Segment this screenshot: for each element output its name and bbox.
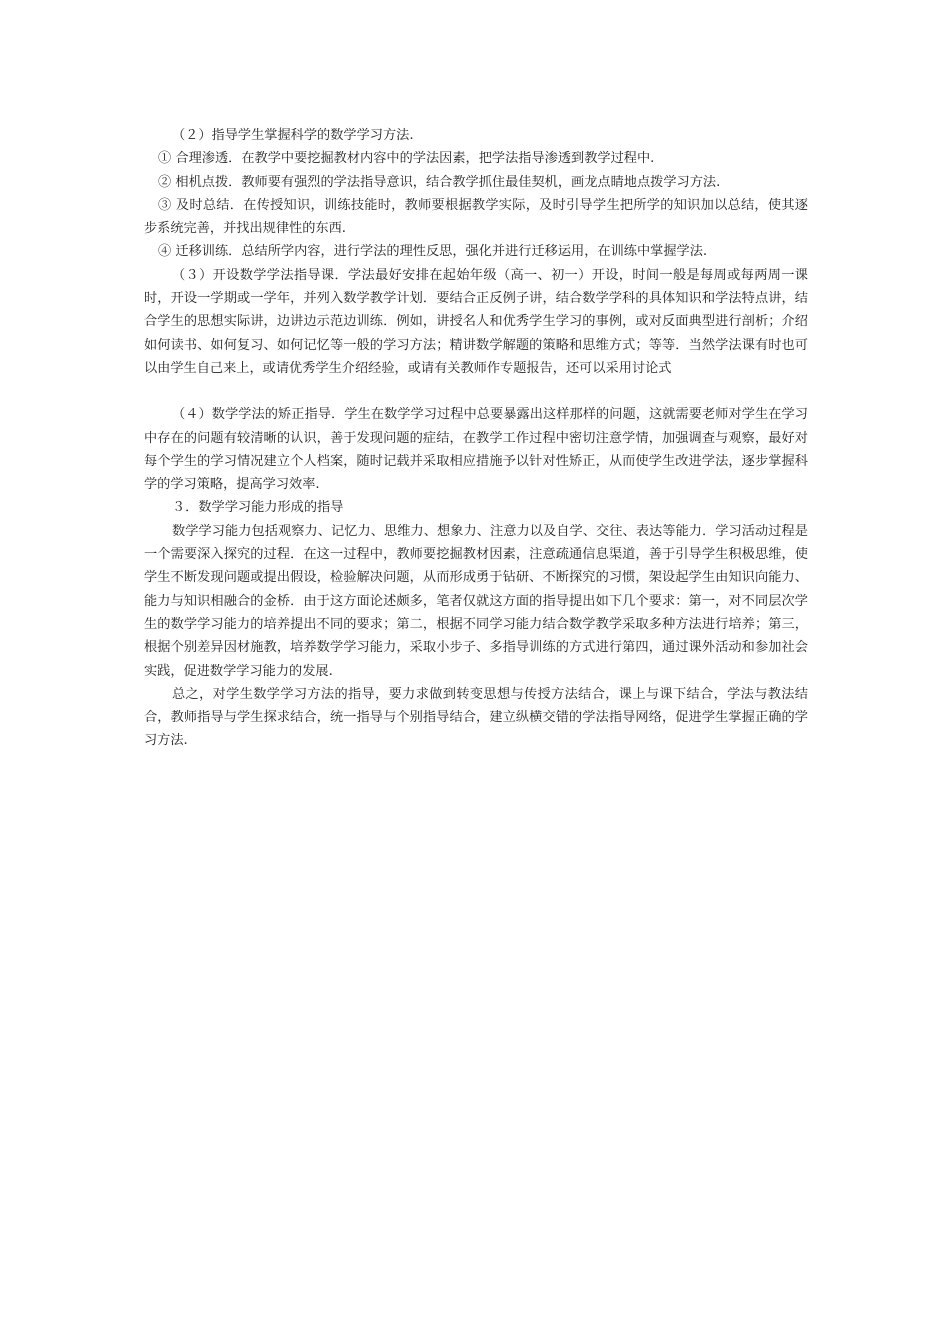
paragraph-gap <box>144 380 808 403</box>
paragraph-conclusion: 总之，对学生数学学习方法的指导，要力求做到转变思想与传授方法结合，课上与课下结合，学法与教法结合，教师指导与学生探求结合，统一指导与个别指导结合，建立纵横交错的学法指导网络，促进学生掌握正确的学习方法. <box>144 686 808 749</box>
list-item-2: ② 相机点拨．教师要有强烈的学法指导意识，结合教学抓住最佳契机，画龙点睛地点拨学习方法. <box>158 174 721 190</box>
list-item-4: ④ 迁移训练．总结所学内容，进行学法的理性反思，强化并进行迁移运用，在训练中掌握学法. <box>158 244 708 260</box>
paragraph-3: （３）开设数学学法指导课．学法最好安排在起始年级（高一、初一）开设，时间一般是每周或每两周一课时，开设一学期或一学年，并列入数学教学计划．要结合正反例子讲，结合数学学科的具体知识和学法特点讲，结合学生的思想实际讲，边讲边示范边训练．例如，讲授名人和优秀学生学习的事例，或对反面典型进行剖析；介绍如何读书、如何复习、如何记忆等一般的学习方法；精讲数学解题的策略和思维方式；等等．当然学法课有时也可以由学生自己来上，或请优秀学生介绍经验，或请有关教师作专题报告，还可以采用讨论式 <box>144 267 808 376</box>
section-heading-3: ３．数学学习能力形成的指导 <box>172 500 344 516</box>
list-item-3: ③ 及时总结．在传授知识，训练技能时，教师要根据教学实际，及时引导学生把所学的知识加以总结，使其逐步系统完善，并找出规律性的东西. <box>144 197 808 237</box>
paragraph-heading-2: （２）指导学生掌握科学的数学学习方法. <box>172 128 414 143</box>
document-page <box>144 124 808 753</box>
paragraph-4: （４）数学学法的矫正指导．学生在数学学习过程中总要暴露出这样那样的问题，这就需要老师对学生在学习中存在的问题有较清晰的认识，善于发现问题的症结，在教学工作过程中密切注意学情，加强调查与观察，最好对每个学生的学习情况建立个人档案，随时记载并采取相应措施予以针对性矫正，从而使学生改进学法，逐步掌握科学的学习策略，提高学习效率. <box>144 407 808 493</box>
paragraph-5: 数学学习能力包括观察力、记忆力、思维力、想象力、注意力以及自学、交往、表达等能力．学习活动过程是一个需要深入探究的过程．在这一过程中，教师要挖掘教材因素，注意疏通信息渠道，善于引导学生积极思维，使学生不断发现问题或提出假设，检验解决问题，从而形成勇于钻研、不断探究的习惯，架设起学生由知识向能力、能力与知识相融合的金桥．由于这方面论述颇多，笔者仅就这方面的指导提出如下几个要求：第一，对不同层次学生的数学学习能力的培养提出不同的要求；第二，根据不同学习能力结合数学教学采取多种方法进行培养；第三，根据个别差异因材施教，培养数学学习能力，采取小步子、多指导训练的方式进行第四，通过课外活动和参加社会实践，促进数学学习能力的发展. <box>144 523 808 679</box>
list-item-1: ① 合理渗透．在教学中要挖掘教材内容中的学法因素，把学法指导渗透到教学过程中. <box>158 151 655 167</box>
